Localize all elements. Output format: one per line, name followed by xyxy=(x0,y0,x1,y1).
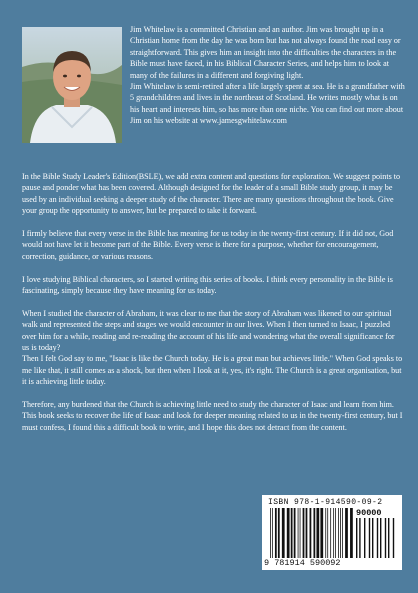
barcode-bar xyxy=(306,508,308,558)
isbn-number: ISBN 978-1-914590-09-2 xyxy=(268,498,383,507)
barcode-bar xyxy=(350,508,353,558)
description-paragraph: I firmly believe that every verse in the Bible has meaning for us today in the twenty-first century. If it did not, God would not have let it become part of the Bible. Every verse is there for a purpose, whether for encouragement, correction, guidance, or various reasons. xyxy=(22,229,394,261)
description-paragraph: In the Bible Study Leader's Edition(BSLE), we add extra content and questions for exploration. We suggest points to pause and ponder what has been covered. Although designed for the leader of a small Bible study group, it may be used by an individual seeking a deeper study of the character. There are many questions throughout the book. Give your group the opportunity to answer, but be prepared to take it forward. xyxy=(22,172,401,216)
author-photo xyxy=(22,27,122,143)
barcode-bar xyxy=(364,518,365,558)
barcode-bar xyxy=(335,508,336,558)
author-portrait-icon xyxy=(22,27,122,143)
barcode-bar xyxy=(385,518,386,558)
barcode-bar xyxy=(359,518,360,558)
barcode-bar xyxy=(278,508,280,558)
description-paragraph: I love studying Biblical characters, so I started writing this series of books. I think every personality in the Bible is fascinating, simply because they have meaning for us today. xyxy=(22,274,393,296)
book-description xyxy=(22,171,403,445)
barcode-bar xyxy=(300,508,301,558)
barcode-bar xyxy=(388,518,389,558)
description-paragraph: When I studied the character of Abraham, it was clear to me that the story of Abraham was likened to our spiritual walk and represented the steps and stages we would encounter in our lives. When I then turned to Isaac, I puzzled over him for a while, reading and re-reading the account of his life and wondering what the overall significance for us is today? Then I felt God say to me, "Isaac is like the Church today. He is a great man but achieves little." When God speaks to me like that, it still comes as a shock, but then when I look at it, yes, it's right. The Church is a great organisation, but it is achieving little today. xyxy=(22,308,403,387)
barcode-bar xyxy=(272,508,273,558)
barcode-bar xyxy=(282,508,285,558)
author-bio-paragraph: Jim Whitelaw is semi-retired after a life largely spent at sea. He is a grandfather with 5 grandchildren and lives in the northeast of Scotland. He writes mostly what is on his heart and interests him, so has more than one niche. You can find out more about Jim on his website at www.jamesgwhitelaw.com xyxy=(130,82,405,126)
barcode-bar xyxy=(275,508,277,558)
barcode-bar xyxy=(380,518,381,558)
barcode-bar xyxy=(325,508,326,558)
barcode-bar xyxy=(287,508,290,558)
price-code: 90000 xyxy=(356,508,382,518)
barcode-bar xyxy=(327,508,328,558)
author-bio-paragraph: Jim Whitelaw is a committed Christian and an author. Jim was brought up in a Christian home from the day he was born but has not always found the road easy or straightforward. This gives him an insight into the difficulties the characters in the Bible must have faced, in his Biblical Character Series, and helps him to look at many of the failures in a different and forgiving light. xyxy=(130,25,401,80)
barcode-bar xyxy=(303,508,305,558)
barcode-bar xyxy=(320,508,323,558)
isbn-barcode xyxy=(262,495,402,570)
barcode-bar xyxy=(342,508,343,558)
barcode-bar xyxy=(338,508,339,558)
author-bio xyxy=(130,24,405,127)
addon-barcode-bars xyxy=(356,518,396,558)
barcode-bar xyxy=(340,508,341,558)
barcode-bar xyxy=(356,518,357,558)
barcode-bar xyxy=(377,518,378,558)
barcode-bar xyxy=(291,508,293,558)
barcode-bar xyxy=(333,508,334,558)
barcode-bar xyxy=(369,518,370,558)
barcode-bar xyxy=(270,508,271,558)
barcode-bar xyxy=(298,508,299,558)
barcode-bar xyxy=(372,518,373,558)
barcode-bar xyxy=(310,508,312,558)
description-paragraph: Therefore, any burdened that the Church is achieving little need to study the character of Isaac and learn from him. This book seeks to recover the life of Isaac and look for deeper meaning related to us in the twenty-first century, but I must confess, I found this a difficult book to write, and I hope this does not detract from the content. xyxy=(22,400,403,432)
barcode-bar xyxy=(294,508,296,558)
barcode-bar xyxy=(313,508,315,558)
barcode-bar xyxy=(330,508,331,558)
barcode-bar xyxy=(345,508,348,558)
barcode-bar xyxy=(393,518,394,558)
ean-barcode-bars xyxy=(270,508,354,558)
barcode-digits: 9 781914 590092 xyxy=(264,558,341,568)
barcode-bar xyxy=(316,508,319,558)
